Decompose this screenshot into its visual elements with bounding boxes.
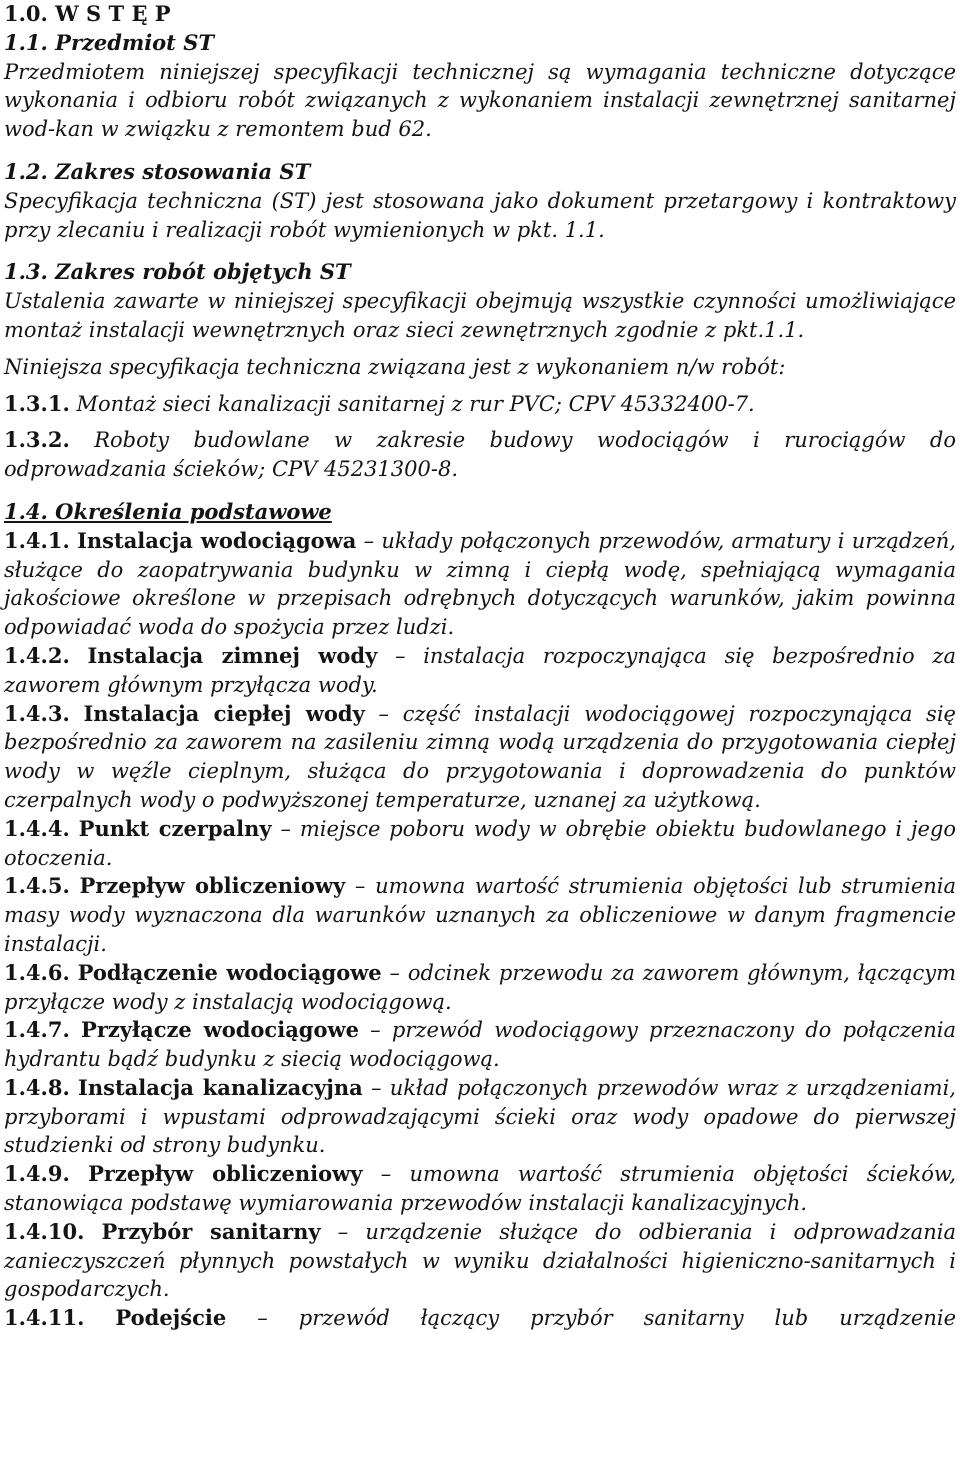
definition-text: układ połączonych przewodów wraz z urządzeniami, przyborami i wpustami odprowadzającymi ścieki oraz wody opadowe do pierwszej studzienki od strony budynku. — [4, 1075, 956, 1158]
definition-separator: – — [226, 1306, 299, 1331]
section-text-1-3: Ustalenia zawarte w niniejszej specyfikacji obejmują wszystkie czynności umożliwiające montaż instalacji wewnętrznych oraz sieci zewnętrznych zgodnie z pkt.1.1. — [4, 289, 956, 342]
definition-separator: – — [381, 960, 408, 985]
definition-number: 1.4.8. — [4, 1074, 70, 1100]
definition-text: instalacja rozpoczynająca się bezpośrednio za zaworem głównym przyłącza wody. — [4, 643, 956, 697]
definition-term: Instalacja wodociągowa — [77, 527, 357, 553]
definition-text: umowna wartość strumienia objętości lub strumienia masy wody wyznaczona dla warunków uznanych za obliczeniowe w danym fragmencie instalacji. — [4, 874, 957, 956]
definition-1-4-11 — [4, 1304, 956, 1333]
definition-number: 1.4.2. — [4, 642, 70, 668]
definition-term: Instalacja zimnej wody — [87, 642, 378, 668]
definition-separator: – — [364, 701, 403, 726]
definition-1-4-5 — [4, 872, 956, 958]
section-intro-1-3: Niniejsza specyfikacja techniczna związana jest z wykonaniem n/w robót: — [4, 354, 786, 379]
definition-number: 1.4.11. — [4, 1305, 85, 1331]
definition-number: 1.4.5. — [4, 873, 70, 899]
section-heading-1-0: 1.0. W S T Ę P — [4, 1, 171, 26]
definition-text: przewód łączący przybór sanitarny lub urządzenie — [298, 1306, 956, 1331]
definition-term: Instalacja kanalizacyjna — [78, 1074, 363, 1100]
definition-term: Przepływ obliczeniowy — [79, 873, 346, 899]
section-text-1-2: Specyfikacja techniczna (ST) jest stosowana jako dokument przetargowy i kontraktowy przy zlecaniu i realizacji robót wymienionych w pkt. 1.1. — [4, 188, 956, 242]
definition-text: część instalacji wodociągowej rozpoczynająca się bezpośrednio za zaworem na zasileniu zimną wodą urządzenia do przygotowania ciepłej wody w węźle cieplnym, służąca do przygotowania i doprowadzenia do punktów czerpalnych wody o podwyższonej temperaturze, uznanej za użytkową. — [4, 701, 956, 812]
definition-term: Punkt czerpalny — [78, 815, 272, 841]
definition-number: 1.4.9. — [4, 1161, 70, 1187]
definition-1-4-6 — [4, 959, 956, 1017]
definition-term: Przyłącze wodociągowe — [81, 1017, 359, 1043]
definition-separator: – — [320, 1219, 366, 1244]
definition-1-4-7 — [4, 1016, 956, 1074]
section-heading-1-2: 1.2. Zakres stosowania ST — [4, 158, 311, 184]
list-item-1-3-2 — [4, 426, 956, 484]
definition-1-4-1 — [4, 527, 956, 642]
definition-number: 1.4.4. — [4, 815, 70, 841]
item-text: Montaż sieci kanalizacji sanitarnej z rur PVC; CPV 45332400-7. — [69, 391, 755, 416]
document-page — [4, 0, 956, 1333]
item-number: 1.3.2. — [4, 427, 70, 453]
definition-1-4-9 — [4, 1160, 956, 1218]
definition-1-4-4 — [4, 815, 956, 873]
section-heading-1-4: 1.4. Określenia podstawowe — [4, 498, 332, 524]
definition-separator: – — [356, 528, 382, 553]
definition-text: układy połączonych przewodów, armatury i urządzeń, służące do zaopatrywania budynku w zimną i ciepłą wodę, spełniającą wymagania jakościowe określone w przepisach odrębnych dotyczących warunków, jakim powinna odpowiadać woda do spożycia przez ludzi. — [4, 528, 956, 640]
definition-number: 1.4.10. — [4, 1218, 85, 1244]
definition-separator: – — [377, 643, 424, 668]
definition-number: 1.4.1. — [4, 527, 70, 553]
definition-number: 1.4.3. — [4, 700, 70, 726]
definition-term: Przepływ obliczeniowy — [88, 1161, 363, 1187]
definition-1-4-3 — [4, 700, 956, 815]
definition-text: odcinek przewodu za zaworem głównym, łączącym przyłącze wody z instalacją wodociągową. — [4, 960, 957, 1014]
list-item-1-3-1 — [4, 390, 956, 419]
definition-term: Przybór sanitarny — [101, 1218, 321, 1244]
definition-text: miejsce poboru wody w obrębie obiektu budowlanego i jego otoczenia. — [4, 816, 956, 870]
definition-separator: – — [362, 1075, 390, 1100]
definition-text: umowna wartość strumienia objętości ścieków, stanowiąca podstawę wymiarowania przewodów instalacji kanalizacyjnych. — [4, 1162, 957, 1216]
definition-number: 1.4.6. — [4, 959, 70, 985]
section-heading-1-1: 1.1. Przedmiot ST — [4, 29, 214, 55]
item-text: Roboty budowlane w zakresie budowy wodociągów i rurociągów do odprowadzania ścieków; CPV 45231300-8. — [4, 428, 956, 482]
definition-separator: – — [271, 816, 300, 841]
definition-number: 1.4.7. — [4, 1017, 70, 1043]
section-text-1-1: Przedmiotem niniejszej specyfikacji technicznej są wymagania techniczne dotyczące wykonania i odbioru robót związanych z wykonaniem instalacji zewnętrznej sanitarnej wod-kan w związku z remontem bud 62. — [4, 59, 956, 142]
section-heading-1-3: 1.3. Zakres robót objętych ST — [4, 259, 351, 285]
definition-text: przewód wodociągowy przeznaczony do połączenia hydrantu bądź budynku z siecią wodociągową. — [4, 1018, 956, 1072]
definition-1-4-10 — [4, 1218, 956, 1304]
definition-term: Podłączenie wodociągowe — [77, 959, 382, 985]
definition-term: Instalacja ciepłej wody — [83, 700, 365, 726]
definition-text: urządzenie służące do odbierania i odprowadzania zanieczyszczeń płynnych powstałych w wyniku działalności higieniczno-sanitarnych i gospodarczych. — [4, 1219, 956, 1302]
definition-separator: – — [358, 1018, 392, 1043]
definition-1-4-8 — [4, 1074, 956, 1160]
definition-separator: – — [362, 1162, 410, 1187]
definition-1-4-2 — [4, 642, 956, 700]
item-number: 1.3.1. — [4, 390, 70, 416]
definition-term: Podejście — [115, 1305, 227, 1331]
definition-separator: – — [345, 874, 376, 899]
